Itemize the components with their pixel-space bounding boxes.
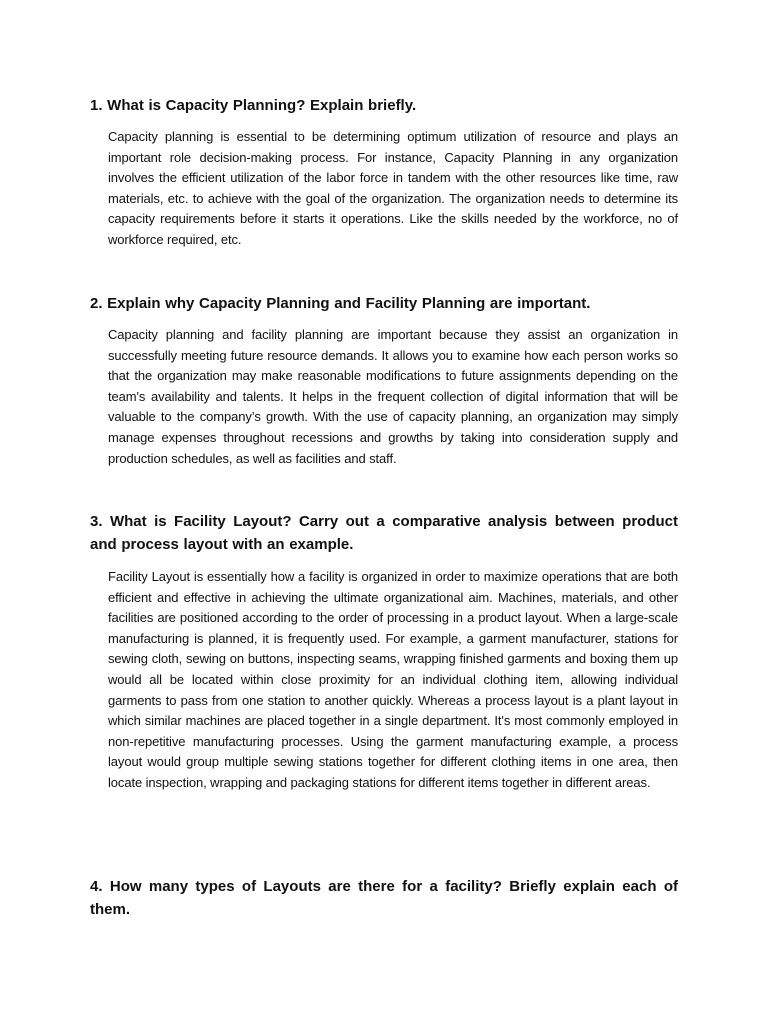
question-2-answer: Capacity planning and facility planning are important because they assist an organization in successfully meeting future resource demands. It allows you to examine how each person works so that the organization may make reasonable modifications to future assignments depending on the team's availability and talents. It helps in the frequent collection of digital information that will be valuable to the company’s growth. With the use of capacity planning, an organization may simply manage expenses throughout recessions and growths by taking into consideration supply and production schedules, as well as facilities and staff. [108,327,678,466]
question-4-heading: 4. How many types of Layouts are there for a facility? Briefly explain each of them. [90,878,678,918]
question-1-answer: Capacity planning is essential to be determining optimum utilization of resource and plays an important role decision-making process. For instance, Capacity Planning in any organization involves the efficient utilization of the labor force in tandem with the other resources like time, raw materials, etc. to achieve with the goal of the organization. The organization needs to determine its capacity requirements before it starts it operations. Like the skills needed by the workforce, no of workforce required, etc. [108,129,678,247]
question-2-heading: 2. Explain why Capacity Planning and Facility Planning are important. [90,295,591,312]
question-3-heading: 3. What is Facility Layout? Carry out a comparative analysis between product and process layout with an example. [90,513,678,553]
question-3-answer: Facility Layout is essentially how a facility is organized in order to maximize operations that are both efficient and effective in achieving the ultimate organizational aim. Machines, materials, and other facilities are positioned according to the order of processing in a product layout. When a large-scale manufacturing is planned, it is frequently used. For example, a garment manufacturer, stations for sewing cloth, sewing on buttons, inspecting seams, wrapping finished garments and boxing them up would all be located within close proximity for an individual clothing item, allowing individual garments to pass from one station to another quickly. Whereas a process layout is a plant layout in which similar machines are placed together in a single department. It's most commonly employed in non-repetitive manufacturing processes. Using the garment manufacturing example, a process layout would group multiple sewing stations together for different clothing items in one area, then locate inspection, wrapping and packaging stations for different items together in different areas. [108,569,678,790]
question-1-heading: 1. What is Capacity Planning? Explain briefly. [90,97,417,114]
